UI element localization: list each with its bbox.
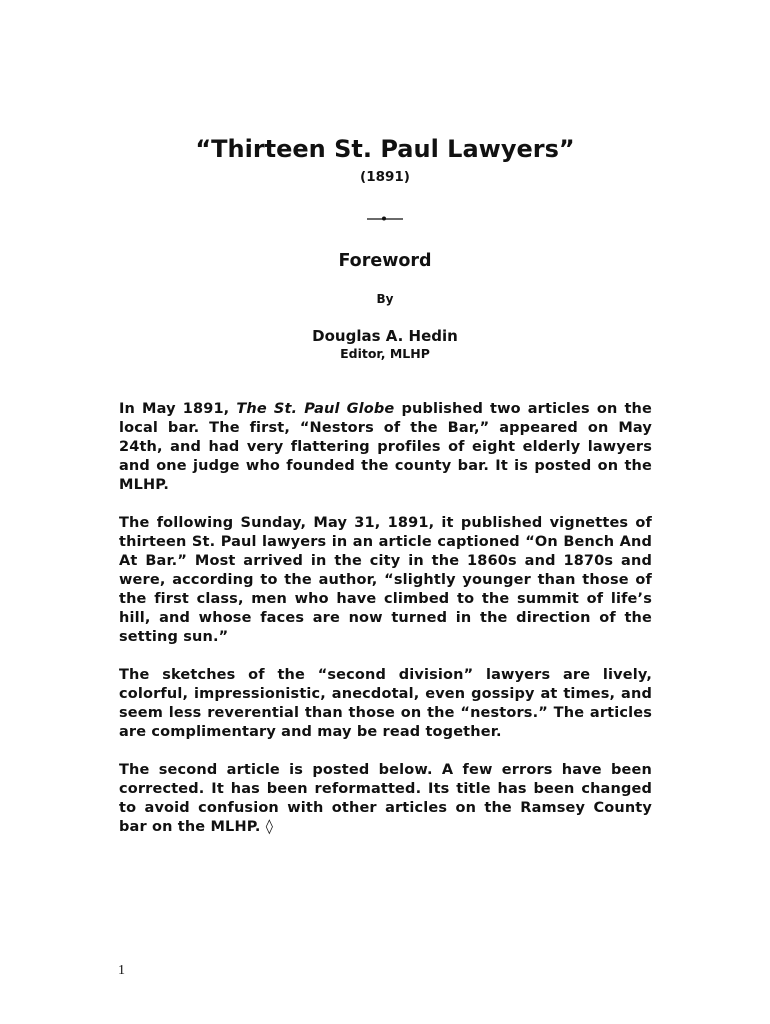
byline-label: By xyxy=(376,292,394,306)
author-role: Editor, MLHP xyxy=(340,346,430,361)
section-divider-ornament xyxy=(367,215,403,221)
paragraph-2: The following Sunday, May 31, 1891, it published vignettes of thirteen St. Paul lawyers in an article captioned “On Bench And At Bar.” Most arrived in the city in the 1860s and 1870s and were, according to the author, “slightly younger than those of the first class, men who have climbed to the summit of life’s hill, and whose faces are now turned in the direction of the setting sun.” xyxy=(119,515,652,645)
publication-title: The St. Paul Globe xyxy=(236,401,395,417)
paragraph-1-rest: published two articles on the local bar. The first, “Nestors of the Bar,” appeared on May 24th, and had very flattering profiles of eight elderly lawyers and one judge who founded the county bar. It is posted on the MLHP. xyxy=(119,401,652,493)
page-number: 1 xyxy=(118,963,125,978)
foreword-body xyxy=(119,400,652,856)
paragraph-3: The sketches of the “second division” lawyers are lively, colorful, impressionistic, anecdotal, even gossipy at times, and seem less reverential than those on the “nestors.” The articles are complimentary and may be read together. xyxy=(119,667,652,740)
paragraph-4: The second article is posted below. A few errors have been corrected. It has been reformatted. Its title has been changed to avoid confusion with other articles on the Ramsey County bar on the MLHP. ◊ xyxy=(119,762,652,835)
section-heading: Foreword xyxy=(338,251,432,271)
document-year: (1891) xyxy=(360,169,410,185)
paragraph-1-lead: In May 1891, xyxy=(119,401,237,417)
paragraph-1 xyxy=(119,400,652,495)
document-title: “Thirteen St. Paul Lawyers” xyxy=(195,135,575,163)
author-name: Douglas A. Hedin xyxy=(312,327,458,345)
